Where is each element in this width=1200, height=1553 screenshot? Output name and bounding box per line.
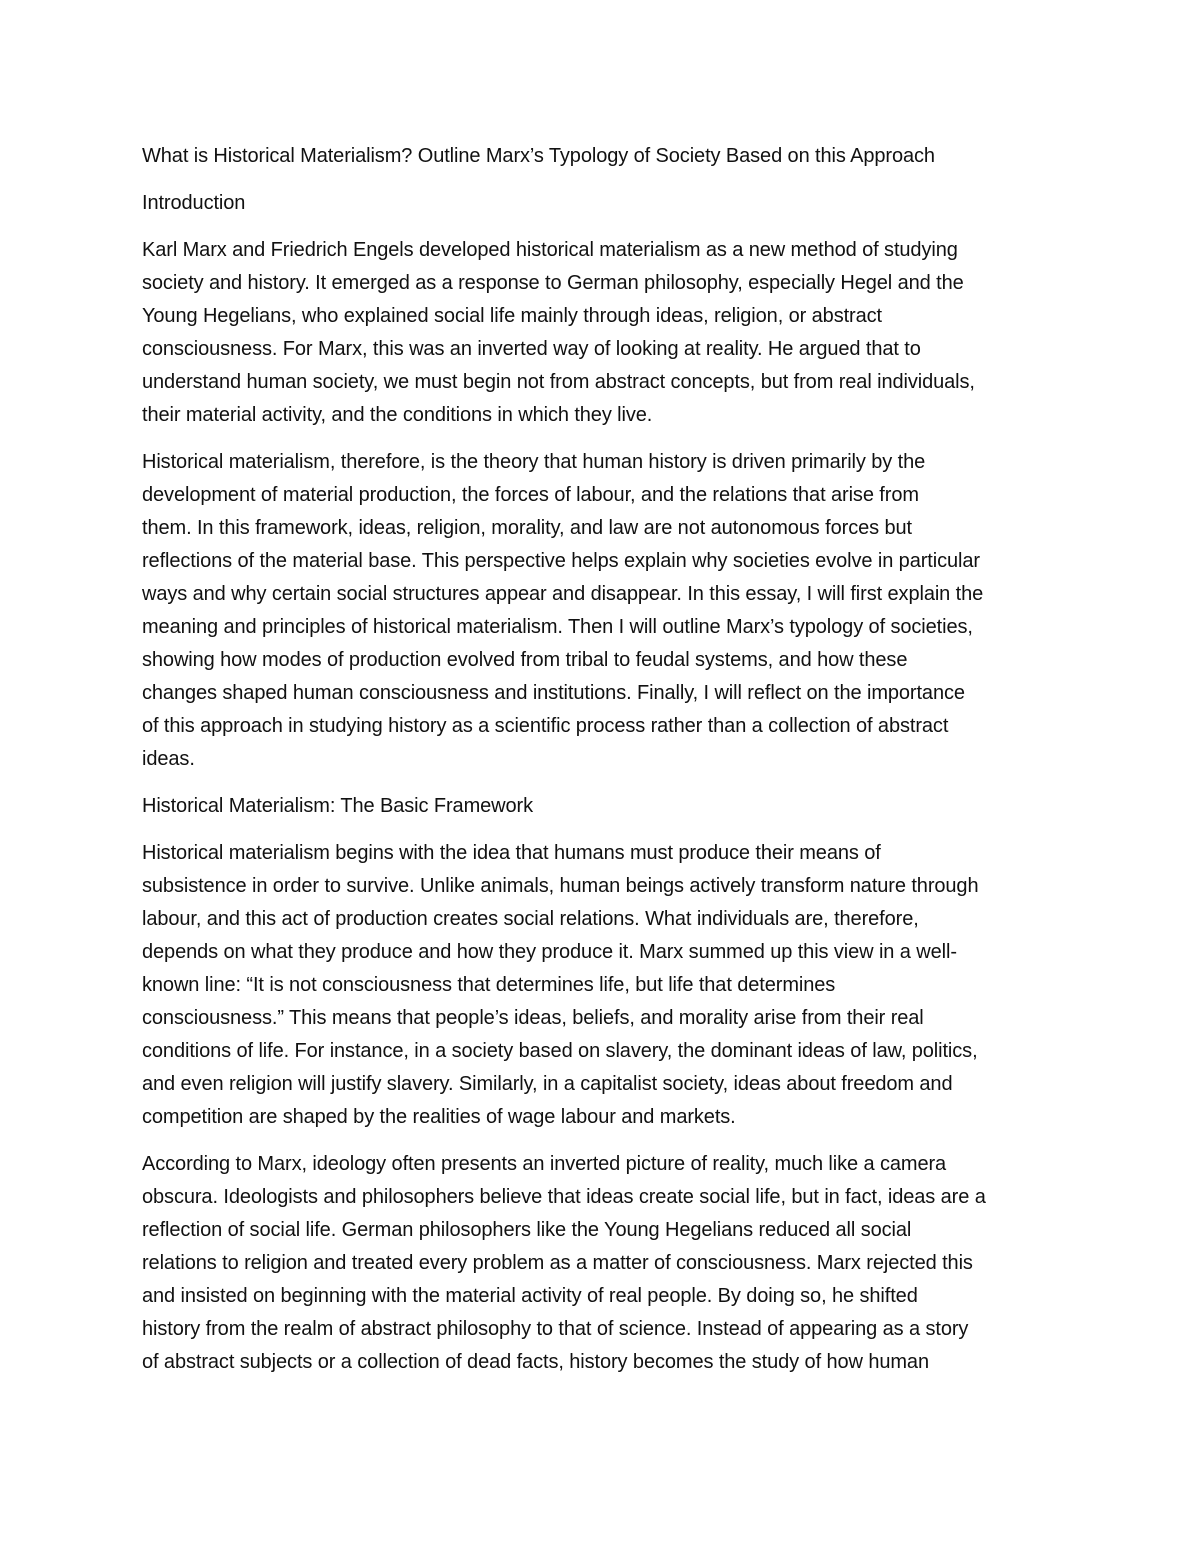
intro-heading [142,187,1062,220]
paragraph-line: ways and why certain social structures appear and disappear. In this essay, I will first explain the [142,583,984,605]
paragraph-line: competition are shaped by the realities of wage labour and markets. [142,1106,736,1128]
paragraph-line: Historical materialism begins with the idea that humans must produce their means of [142,842,881,864]
paragraph-line: showing how modes of production evolved from tribal to feudal systems, and how these [142,649,908,671]
paragraph-line: Karl Marx and Friedrich Engels developed historical materialism as a new method of studying [142,239,958,261]
document-title [142,140,1062,173]
paragraph-4 [142,1148,1062,1379]
paragraph-3 [142,837,1062,1134]
paragraph-line: of this approach in studying history as a scientific process rather than a collection of abstract [142,715,949,737]
paragraph-line: changes shaped human consciousness and institutions. Finally, I will reflect on the importance [142,682,965,704]
paragraph-line: and insisted on beginning with the material activity of real people. By doing so, he shifted [142,1285,918,1307]
paragraph-line: Young Hegelians, who explained social life mainly through ideas, religion, or abstract [142,305,882,327]
paragraph-line: known line: “It is not consciousness that determines life, but life that determines [142,974,836,996]
paragraph-line: labour, and this act of production creates social relations. What individuals are, therefore, [142,908,919,930]
title-line: What is Historical Materialism? Outline Marx’s Typology of Society Based on this Approach [142,145,935,167]
section-heading-line: Historical Materialism: The Basic Framework [142,795,533,817]
paragraph-line: society and history. It emerged as a response to German philosophy, especially Hegel and the [142,272,964,294]
paragraph-line: relations to religion and treated every problem as a matter of consciousness. Marx rejected this [142,1252,973,1274]
section-heading [142,790,1062,823]
document-body [142,140,1062,1393]
paragraph-line: history from the realm of abstract philosophy to that of science. Instead of appearing as a story [142,1318,969,1340]
paragraph-line: them. In this framework, ideas, religion, morality, and law are not autonomous forces but [142,517,912,539]
paragraph-line: their material activity, and the conditions in which they live. [142,404,653,426]
paragraph-line: understand human society, we must begin not from abstract concepts, but from real individuals, [142,371,975,393]
paragraph-line: development of material production, the forces of labour, and the relations that arise from [142,484,919,506]
intro-heading-line: Introduction [142,192,246,214]
paragraph-line: subsistence in order to survive. Unlike animals, human beings actively transform nature through [142,875,979,897]
paragraph-line: obscura. Ideologists and philosophers believe that ideas create social life, but in fact, ideas are a [142,1186,986,1208]
paragraph-1 [142,234,1062,432]
paragraph-line: meaning and principles of historical materialism. Then I will outline Marx’s typology of societies, [142,616,973,638]
paragraph-line: depends on what they produce and how they produce it. Marx summed up this view in a well- [142,941,957,963]
paragraph-line: According to Marx, ideology often presents an inverted picture of reality, much like a camera [142,1153,947,1175]
paragraph-line: reflections of the material base. This perspective helps explain why societies evolve in particular [142,550,980,572]
paragraph-line: and even religion will justify slavery. Similarly, in a capitalist society, ideas about freedom and [142,1073,953,1095]
paragraph-line: consciousness.” This means that people’s ideas, beliefs, and morality arise from their real [142,1007,924,1029]
paragraph-line: Historical materialism, therefore, is the theory that human history is driven primarily by the [142,451,926,473]
paragraph-line: reflection of social life. German philosophers like the Young Hegelians reduced all social [142,1219,912,1241]
paragraph-line: consciousness. For Marx, this was an inverted way of looking at reality. He argued that to [142,338,921,360]
paragraph-line: ideas. [142,748,195,770]
paragraph-2 [142,446,1062,776]
paragraph-line: of abstract subjects or a collection of dead facts, history becomes the study of how human [142,1351,929,1373]
paragraph-line: conditions of life. For instance, in a society based on slavery, the dominant ideas of law, politics, [142,1040,978,1062]
